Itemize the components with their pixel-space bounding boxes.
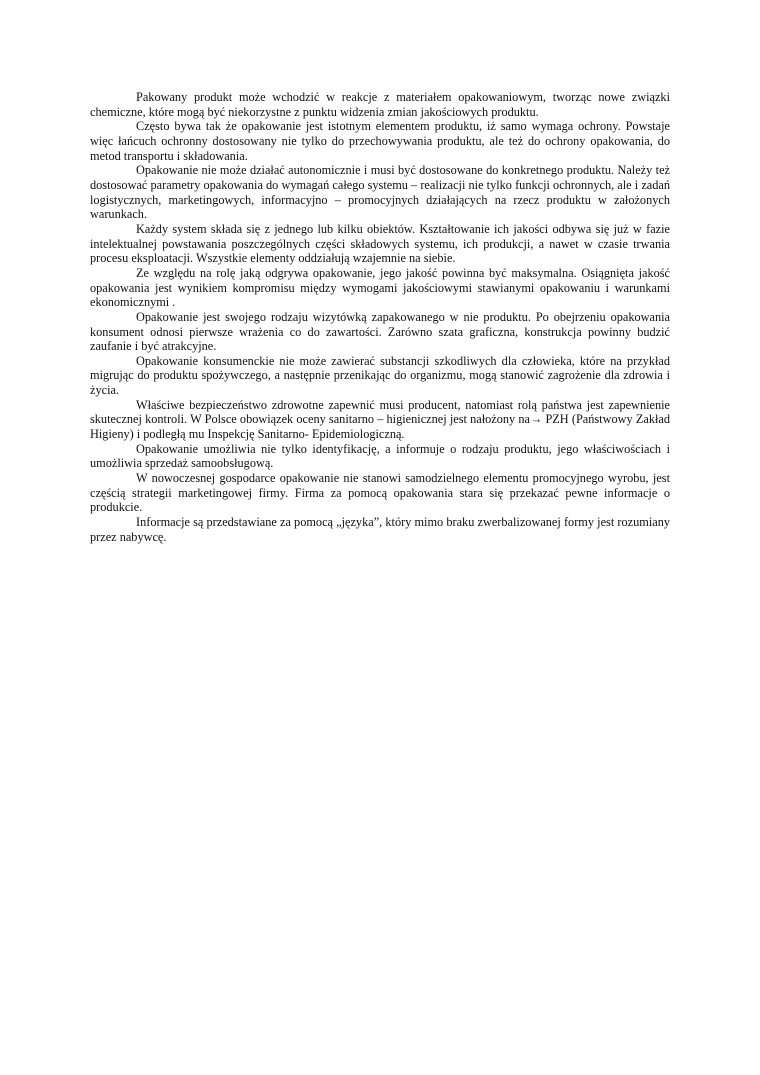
paragraph: Opakowanie konsumenckie nie może zawierać substancji szkodliwych dla człowieka, które na przykład migrując do produktu spożywczego, a następnie przenikając do organizmu, mogą stanowić zagrożenie dla zdrowia i życia. <box>90 353 670 398</box>
paragraph: Informacje są przedstawiane za pomocą „języka”, który mimo braku zwerbalizowanej formy jest rozumiany przez nabywcę. <box>90 515 670 544</box>
paragraph: Każdy system składa się z jednego lub kilku obiektów. Kształtowanie ich jakości odbywa się już w fazie intelektualnej powstawania poszczególnych części składowych systemu, ich produkcji, a nawet w czasie trwania procesu eksploatacji. Wszystkie elementy oddziałują wzajemnie na siebie. <box>90 221 670 266</box>
paragraph: Opakowanie nie może działać autonomicznie i musi być dostosowane do konkretnego produktu. Należy też dostosować parametry opakowania do wymagań całego systemu – realizacji nie tylko funkcji ochronnych, ale i zadań logistycznych, marketingowych, informacyjno – promocyjnych działających na rzecz produktu w założonych warunkach. <box>90 163 670 222</box>
paragraph: Opakowanie umożliwia nie tylko identyfikację, a informuje o rodzaju produktu, jego właściwościach i umożliwia sprzedaż samoobsługową. <box>90 441 670 471</box>
paragraph: Pakowany produkt może wchodzić w reakcje z materiałem opakowaniowym, tworząc nowe związki chemiczne, które mogą być niekorzystne z punktu widzenia zmian jakościowych produktu. <box>90 90 670 119</box>
paragraph: Właściwe bezpieczeństwo zdrowotne zapewnić musi producent, natomiast rolą państwa jest zapewnienie skutecznej kontroli. W Polsce obowiązek oceny sanitarno – higienicznej jest nałożony na→ PZH (Państwowy Zakład Higieny) i podległą mu Inspekcję Sanitarno- Epidemiologiczną. <box>90 397 670 442</box>
document-body <box>90 90 670 544</box>
paragraph: Często bywa tak że opakowanie jest istotnym elementem produktu, iż samo wymaga ochrony. Powstaje więc łańcuch ochronny dostosowany nie tylko do przechowywania produktu, ale też do ochrony opakowania, do metod transportu i składowania. <box>90 119 670 163</box>
paragraph: W nowoczesnej gospodarce opakowanie nie stanowi samodzielnego elementu promocyjnego wyrobu, jest częścią strategii marketingowej firmy. Firma za pomocą opakowania stara się przekazać pewne informacje o produkcie. <box>90 471 670 515</box>
paragraph: Ze względu na rolę jaką odgrywa opakowanie, jego jakość powinna być maksymalna. Osiągnięta jakość opakowania jest wynikiem kompromisu między wymogami jakościowymi stawianymi opakowaniu i warunkami ekonomicznymi . <box>90 265 670 310</box>
paragraph: Opakowanie jest swojego rodzaju wizytówką zapakowanego w nie produktu. Po obejrzeniu opakowania konsument odnosi pierwsze wrażenia co do zawartości. Zarówno szata graficzna, konstrukcja powinny budzić zaufanie i być atrakcyjne. <box>90 309 670 354</box>
